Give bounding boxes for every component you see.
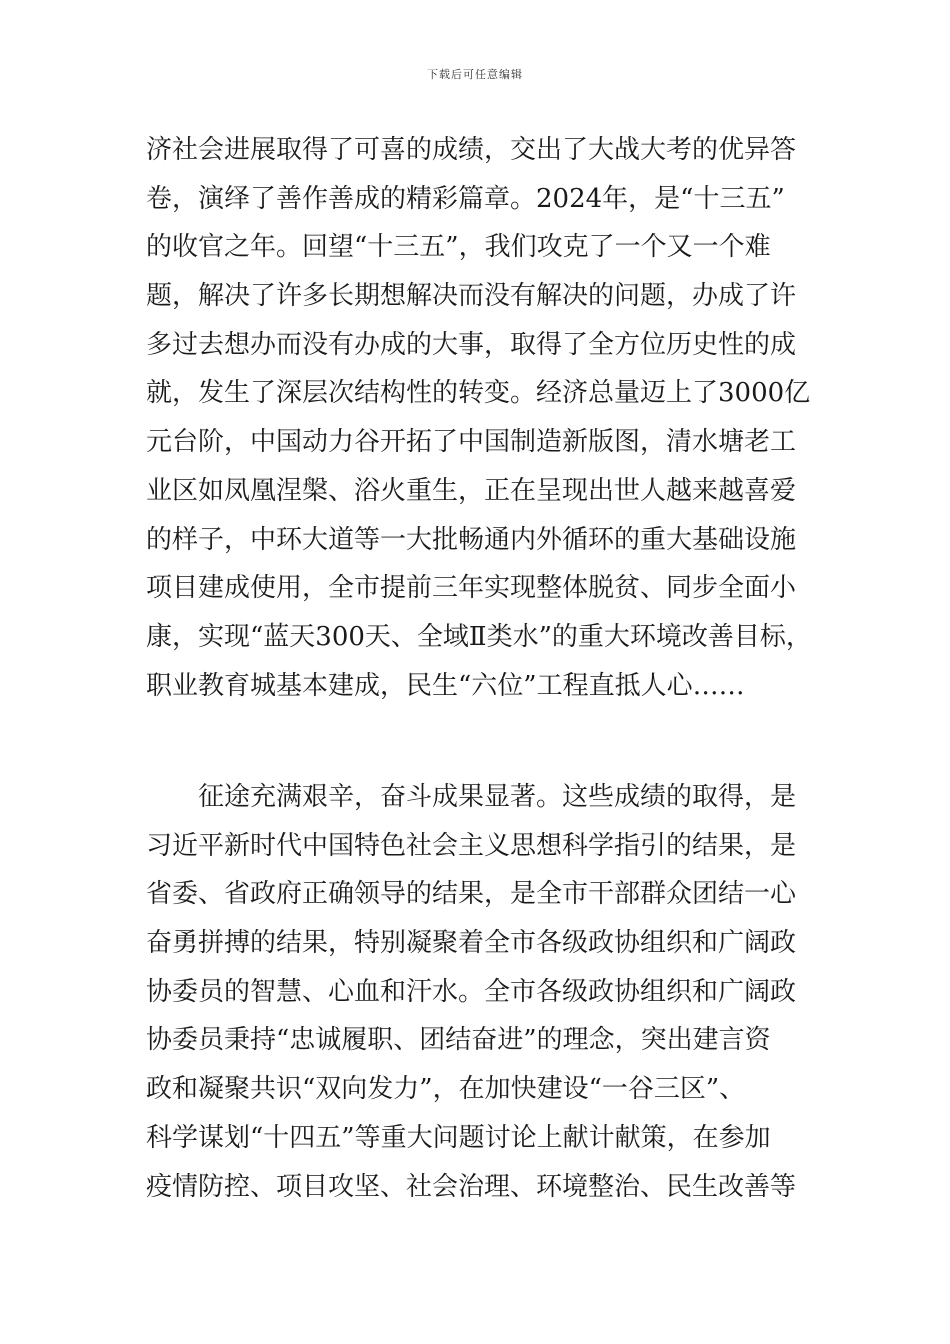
text-line: 省委、省政府正确领导的结果，是全市干部群众团结一心 [146, 879, 797, 910]
text-line: 协委员的智慧、心血和汗水。全市各级政协组织和广阔政 [146, 976, 797, 1007]
text-line: 政和凝聚共识“双向发力”，在加快建设“一谷三区”、 [146, 1074, 746, 1105]
text-line: 卷，演绎了善作善成的精彩篇章。2024年，是“十三五” [146, 183, 785, 214]
text-line-first-indented: 征途充满艰辛，奋斗成果显著。这些成绩的取得，是 [198, 782, 797, 812]
text-line: 的收官之年。回望“十三五”，我们攻克了一个又一个难 [146, 232, 771, 263]
text-line: 奋勇拼搏的结果，特别凝聚着全市各级政协组织和广阔政 [146, 928, 797, 959]
paragraph-2 [146, 773, 826, 1211]
text-line: 的样子，中环大道等一大批畅通内外循环的重大基础设施 [146, 524, 797, 555]
text-line: 职业教育城基本建成，民生“六位”工程直抵人心…… [146, 670, 745, 701]
paragraph-1 [146, 126, 826, 710]
text-line: 习近平新时代中国特色社会主义思想科学指引的结果，是 [146, 830, 797, 861]
text-line: 题，解决了许多长期想解决而没有解决的问题，办成了许 [146, 281, 797, 312]
text-line: 就，发生了深层次结构性的转变。经济总量迈上了3000亿 [146, 378, 811, 409]
text-line: 疫情防控、项目攻坚、社会治理、环境整治、民生改善等 [146, 1171, 797, 1202]
text-line: 济社会进展取得了可喜的成绩，交出了大战大考的优异答 [146, 135, 797, 165]
text-line: 协委员秉持“忠诚履职、团结奋进”的理念，突出建言资 [146, 1025, 771, 1056]
text-line: 康，实现“蓝天300天、全域Ⅱ类水”的重大环境改善目标， [146, 621, 812, 652]
text-line: 科学谋划“十四五”等重大问题讨论上献计献策，在参加 [146, 1122, 771, 1153]
text-line: 业区如凤凰涅槃、浴火重生，正在呈现出世人越来越喜爱 [146, 475, 797, 506]
text-line: 元台阶，中国动力谷开拓了中国制造新版图，清水塘老工 [146, 427, 797, 458]
text-line: 多过去想办而没有办成的大事，取得了全方位历史性的成 [146, 329, 797, 360]
text-line: 项目建成使用，全市提前三年实现整体脱贫、同步全面小 [146, 573, 797, 604]
page-header: 下载后可任意编辑 [427, 68, 523, 81]
